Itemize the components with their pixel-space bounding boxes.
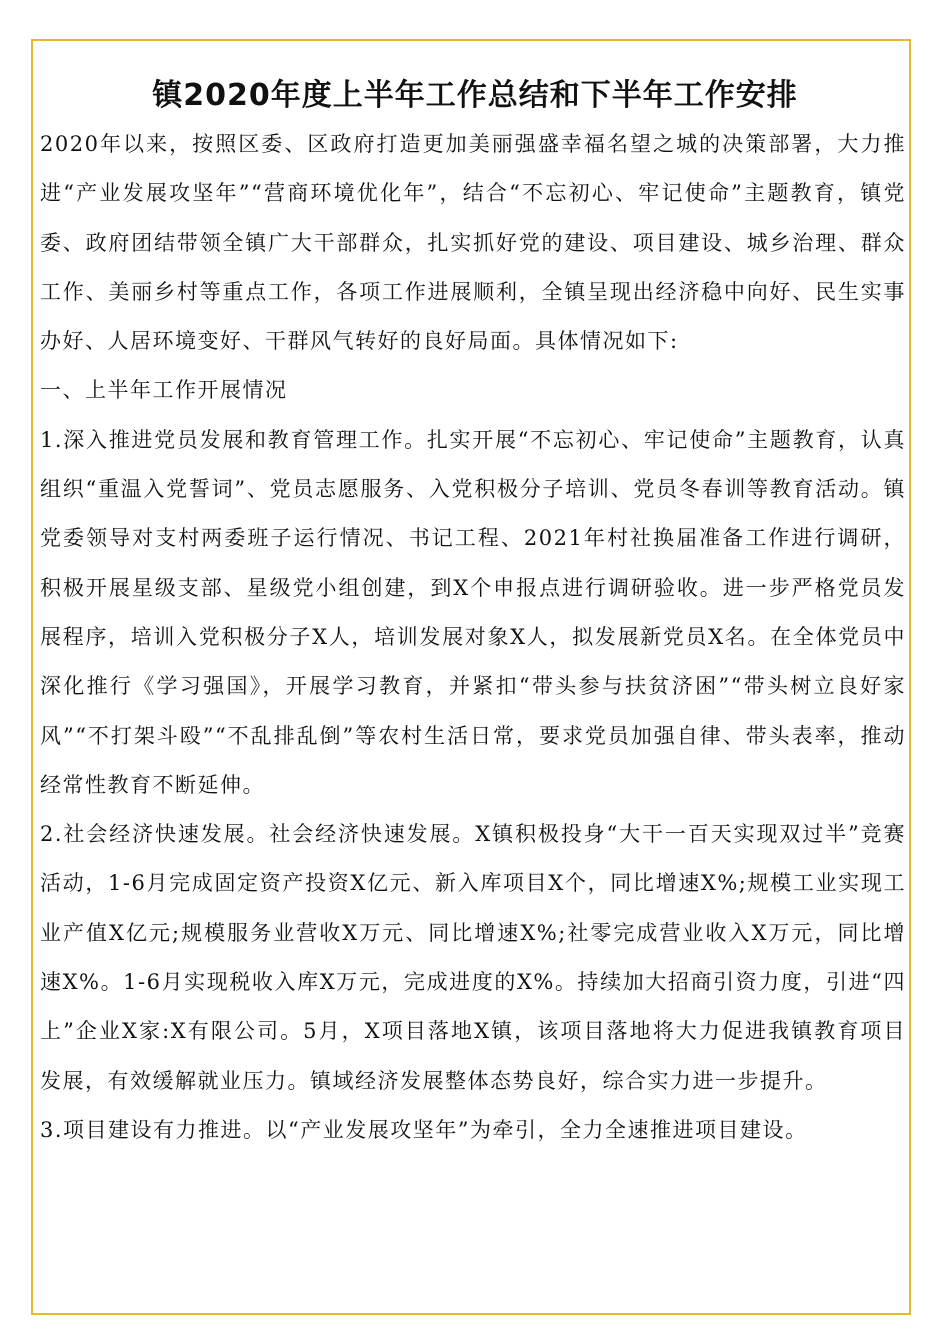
document-body: [40, 120, 906, 1155]
paragraph-party-building: 1.深入推进党员发展和教育管理工作。扎实开展“不忘初心、牢记使命”主题教育，认真组织“重温入党誓词”、党员志愿服务、入党积极分子培训、党员冬春训等教育活动。镇党委领导对支村两委班子运行情况、书记工程、2021年村社换届准备工作进行调研，积极开展星级支部、星级党小组创建，到X个申报点进行调研验收。进一步严格党员发展程序，培训入党积极分子X人，培训发展对象X人，拟发展新党员X名。在全体党员中深化推行《学习强国》，开展学习教育，并紧扣“带头参与扶贫济困”“带头树立良好家风”“不打架斗殴”“不乱排乱倒”等农村生活日常，要求党员加强自律、带头表率，推动经常性教育不断延伸。: [40, 427, 906, 797]
paragraph-economy: 2.社会经济快速发展。社会经济快速发展。X镇积极投身“大干一百天实现双过半”竞赛活动，1-6月完成固定资产投资X亿元、新入库项目X个，同比增速X%;规模工业实现工业产值X亿元;规模服务业营收X万元、同比增速X%;社零完成营业收入X万元，同比增速X%。1-6月实现税收入库X万元，完成进度的X%。持续加大招商引资力度，引进“四上”企业X家:X有限公司。5月，X项目落地X镇，该项目落地将大力促进我镇教育项目发展，有效缓解就业压力。镇域经济发展整体态势良好，综合实力进一步提升。: [40, 822, 906, 1093]
document-title: 镇2020年度上半年工作总结和下半年工作安排: [152, 78, 798, 113]
intro-paragraph: 2020年以来，按照区委、区政府打造更加美丽强盛幸福名望之城的决策部署，大力推进“产业发展攻坚年”“营商环境优化年”，结合“不忘初心、牢记使命”主题教育，镇党委、政府团结带领全镇广大干部群众，扎实抓好党的建设、项目建设、城乡治理、群众工作、美丽乡村等重点工作，各项工作进展顺利，全镇呈现出经济稳中向好、民生实事办好、人居环境变好、干群风气转好的良好局面。具体情况如下:: [40, 132, 906, 354]
section-heading: 一、上半年工作开展情况: [40, 378, 288, 403]
paragraph-projects: 3.项目建设有力推进。以“产业发展攻坚年”为牵引，全力全速推进项目建设。: [40, 1117, 808, 1142]
